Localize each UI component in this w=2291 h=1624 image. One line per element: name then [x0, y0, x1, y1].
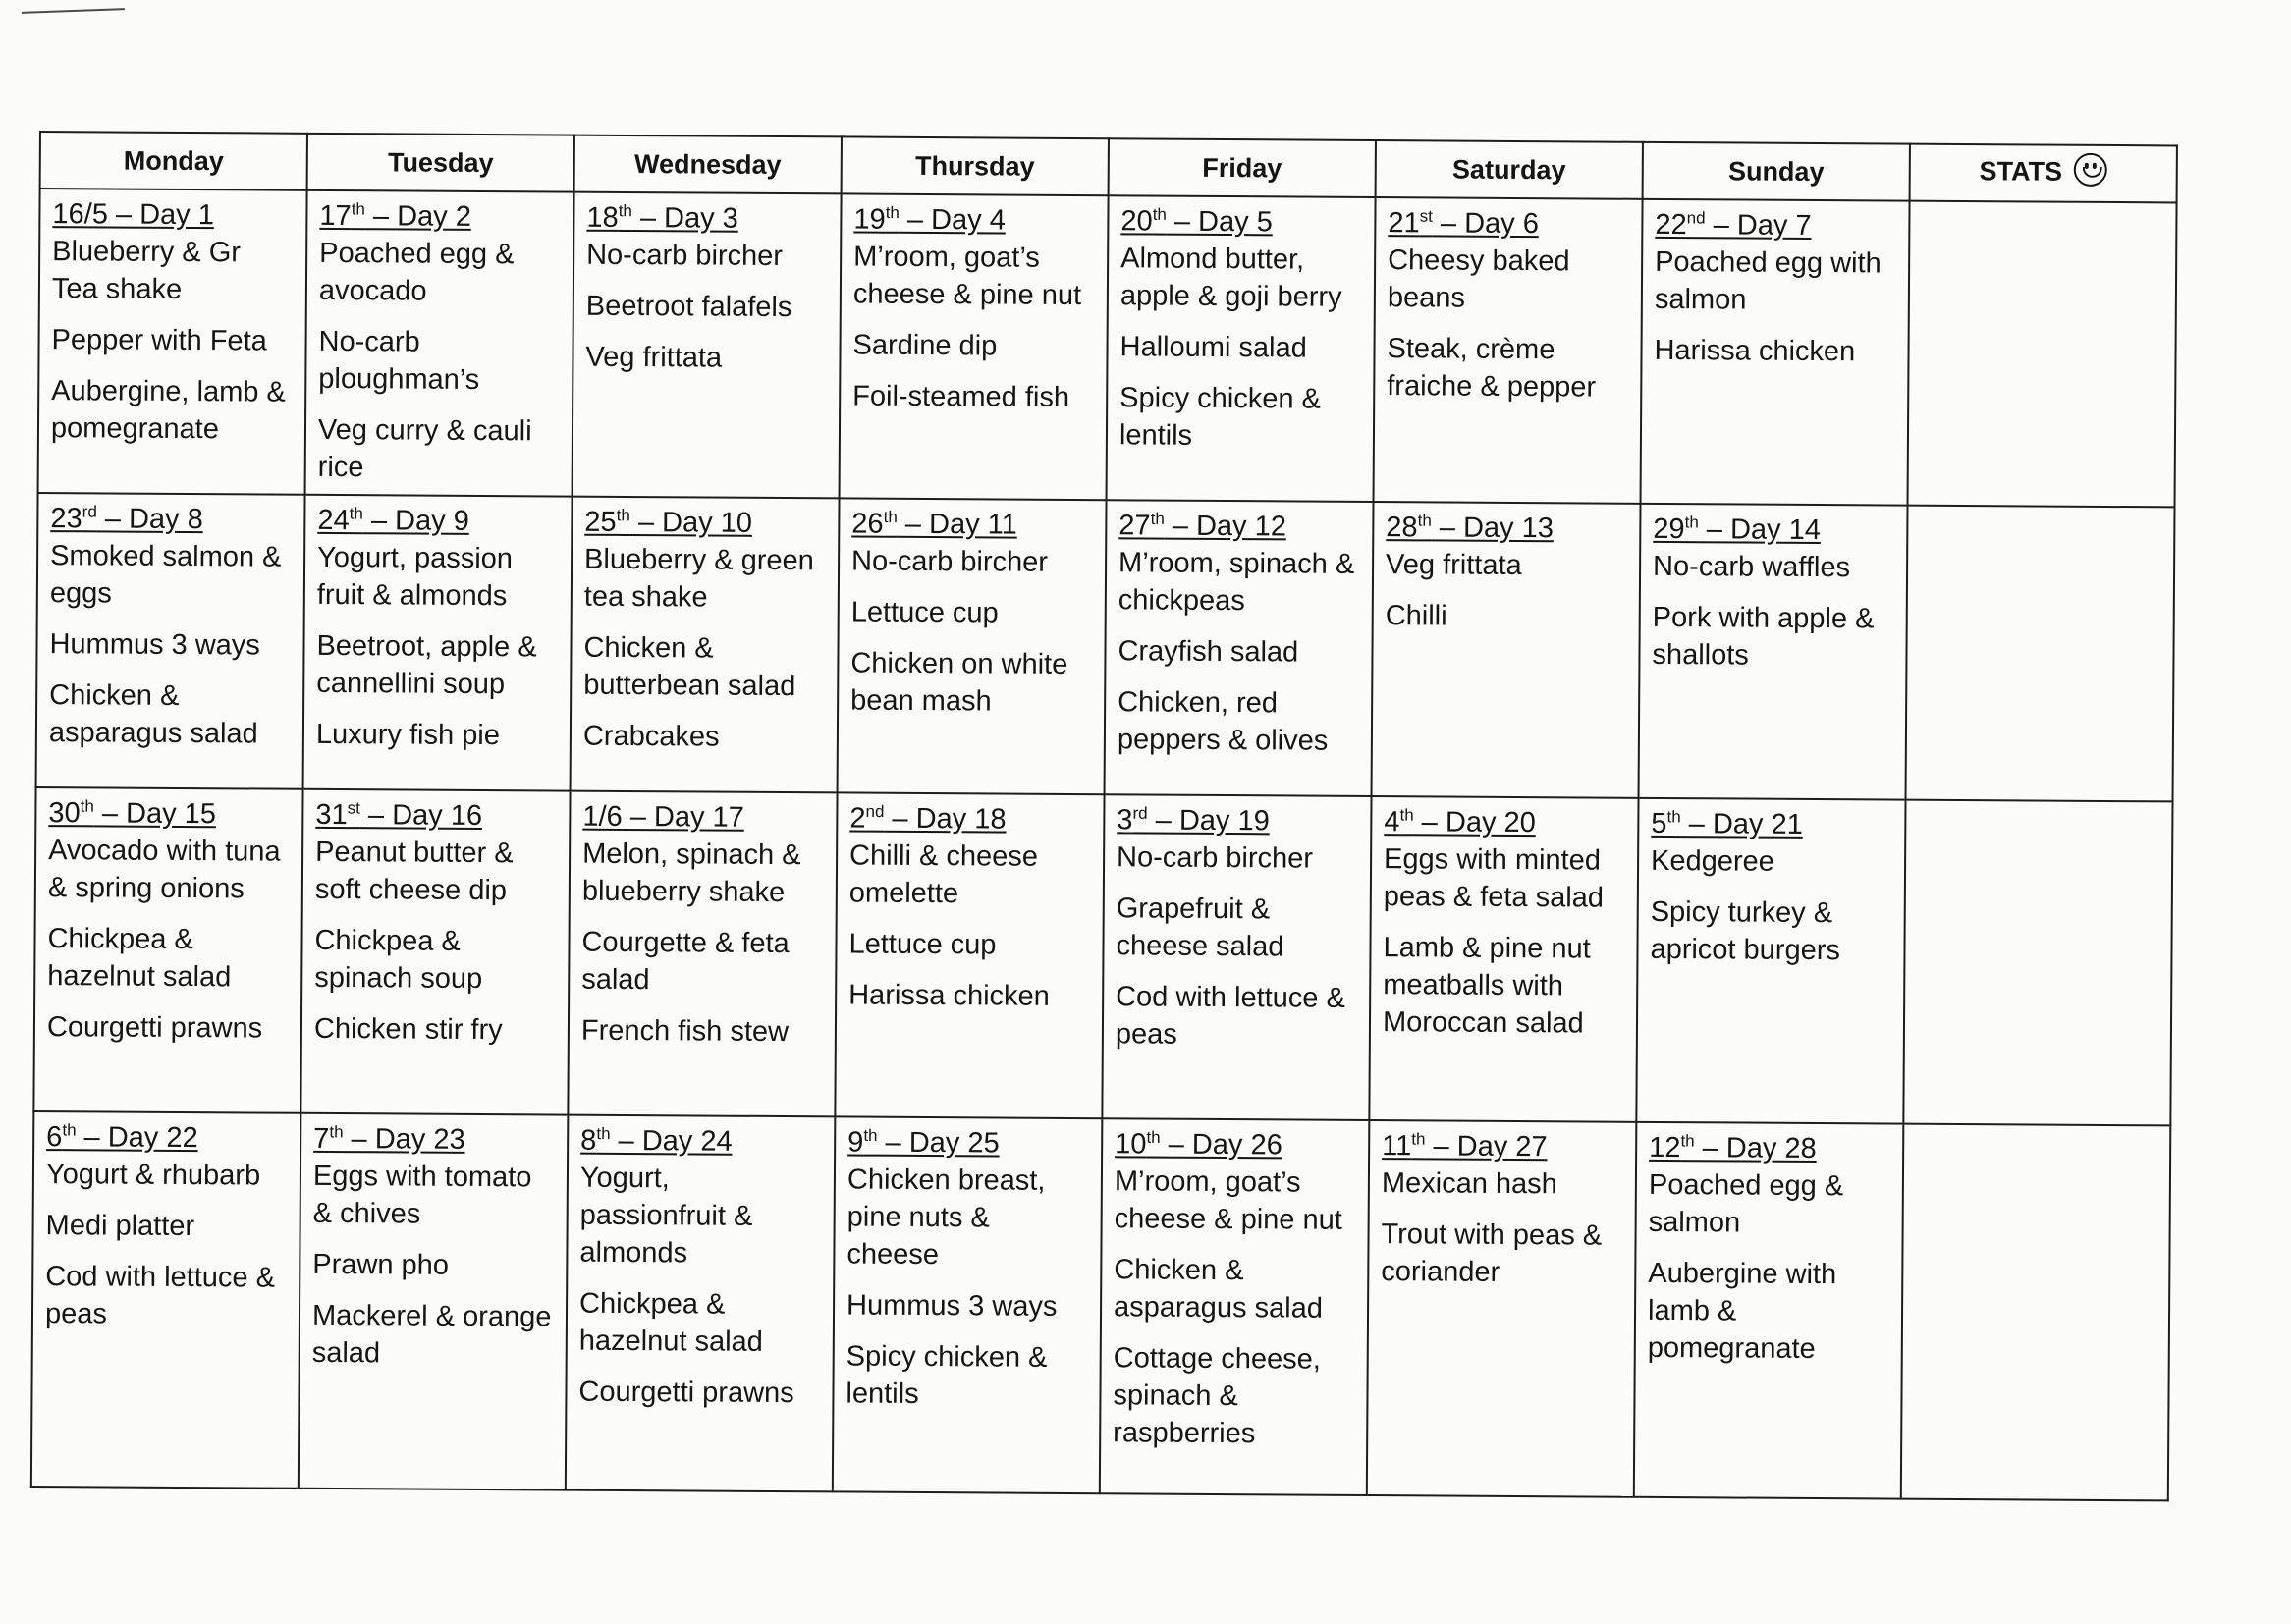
stats-header — [1910, 144, 2177, 203]
meal-item: Harissa chicken — [848, 979, 1050, 1012]
meal-item: Cheesy baked beans — [1387, 244, 1570, 314]
smiley-icon — [2074, 153, 2107, 187]
day-number: – Day 16 — [359, 799, 483, 833]
day-date: 1/6 — [582, 800, 623, 833]
day-cell — [31, 1111, 301, 1489]
meal-item: No-carb bircher — [586, 239, 784, 273]
date-suffix: th — [616, 506, 630, 525]
day-date: 27 — [1118, 510, 1151, 542]
day-date: 21 — [1388, 207, 1420, 240]
meal-item: Pork with apple & shallots — [1652, 601, 1875, 672]
meal-item: Pepper with Feta — [51, 324, 267, 357]
day-cell — [303, 495, 573, 791]
day-date: 7 — [313, 1122, 330, 1155]
week-row — [38, 189, 2177, 507]
day-date: 16/5 — [52, 198, 108, 231]
meal-item: Blueberry & green tea shake — [583, 543, 814, 614]
day-number: – Day 6 — [1432, 207, 1540, 241]
meal-item: Peanut butter & soft cheese dip — [314, 836, 514, 907]
day-heading — [1382, 1127, 1623, 1166]
day-number: – Day 8 — [96, 503, 203, 536]
meal-item: Beetroot falafels — [585, 290, 792, 324]
meal-item: Yogurt, passionfruit & almonds — [579, 1162, 753, 1270]
date-suffix: th — [618, 201, 632, 221]
meal-item: Smoked salmon & eggs — [49, 540, 282, 610]
day-header-monday: Monday — [40, 132, 307, 190]
day-cell — [838, 498, 1107, 794]
day-header-thursday: Thursday — [842, 136, 1109, 195]
stats-cell — [1908, 201, 2177, 508]
day-date: 2 — [849, 802, 866, 835]
day-heading — [1384, 803, 1625, 842]
day-cell — [300, 789, 570, 1115]
day-heading — [1388, 204, 1629, 244]
date-suffix: th — [885, 203, 900, 223]
pen-mark — [22, 8, 125, 18]
day-cell — [840, 193, 1109, 500]
meal-item: Hummus 3 ways — [49, 628, 260, 662]
day-date: 31 — [315, 798, 348, 832]
meal-item: Medi platter — [45, 1210, 195, 1243]
date-suffix: th — [349, 504, 363, 523]
day-number: – Day 13 — [1431, 512, 1555, 545]
day-heading — [847, 1123, 1089, 1163]
meal-item: Poached egg & avocado — [318, 237, 515, 307]
meal-item: Spicy chicken & lentils — [845, 1340, 1048, 1410]
meal-item: No-carb bircher — [851, 545, 1049, 578]
day-cell — [1107, 195, 1376, 502]
day-date: 4 — [1384, 806, 1400, 839]
meal-item: Chicken & butterbean salad — [583, 631, 796, 703]
date-suffix: st — [347, 798, 360, 818]
day-number: – Day 28 — [1694, 1132, 1817, 1165]
meal-item: Almond butter, apple & goji berry — [1119, 243, 1342, 313]
date-suffix: th — [1680, 1131, 1695, 1151]
day-header-wednesday: Wednesday — [574, 135, 842, 194]
meal-item: Chickpea & hazelnut salad — [578, 1287, 763, 1358]
day-number: – Day 10 — [629, 507, 753, 539]
day-number: – Day 9 — [362, 505, 469, 537]
day-heading — [1117, 801, 1358, 840]
date-suffix: rd — [1132, 803, 1148, 823]
day-heading — [1655, 206, 1896, 245]
day-header-sunday: Sunday — [1643, 142, 1910, 201]
date-suffix: th — [1152, 204, 1167, 224]
day-cell — [1639, 504, 1908, 800]
day-heading — [1120, 202, 1362, 242]
meal-item: Steak, crème fraiche & pepper — [1387, 333, 1597, 404]
meal-item: Yogurt & rhubarb — [45, 1159, 261, 1192]
day-heading — [1115, 1125, 1356, 1164]
meal-item: Chilli & cheese omelette — [848, 839, 1039, 910]
stats-cell — [1906, 506, 2175, 802]
day-header-friday: Friday — [1109, 138, 1376, 197]
day-cell — [36, 493, 305, 789]
date-suffix: th — [883, 508, 898, 527]
meal-item: M’room, goat’s cheese & pine nut — [852, 241, 1082, 312]
date-suffix: th — [1684, 513, 1699, 532]
day-date: 23 — [50, 503, 82, 535]
day-number: – Day 15 — [93, 797, 217, 831]
day-date: 24 — [317, 504, 350, 537]
day-cell — [305, 190, 574, 497]
day-heading — [584, 504, 826, 543]
day-heading — [1649, 1129, 1890, 1168]
stats-label: STATS — [1979, 156, 2063, 187]
day-heading — [313, 1120, 555, 1160]
day-heading — [1653, 511, 1894, 550]
day-heading — [851, 505, 1093, 544]
day-date: 11 — [1382, 1130, 1412, 1163]
day-header-tuesday: Tuesday — [307, 134, 574, 192]
meal-item: M’room, goat’s cheese & pine nut — [1114, 1165, 1342, 1236]
meal-item: Chicken & asparagus salad — [48, 679, 258, 750]
day-cell — [1641, 199, 1910, 506]
meal-plan-table — [30, 131, 2178, 1501]
date-suffix: th — [1150, 509, 1165, 528]
day-number: – Day 24 — [610, 1124, 733, 1158]
meal-item: Cod with lettuce & peas — [1115, 981, 1346, 1051]
day-header-saturday: Saturday — [1376, 140, 1643, 199]
day-cell — [1100, 1118, 1370, 1495]
day-cell — [1102, 794, 1371, 1120]
date-suffix: th — [80, 796, 94, 816]
meal-item: Poached egg & salmon — [1648, 1168, 1844, 1239]
meal-item: Mexican hash — [1381, 1167, 1557, 1201]
meal-item: Lamb & pine nut meatballs with Moroccan salad — [1382, 932, 1591, 1040]
week-row — [31, 1111, 2170, 1500]
meal-item: Luxury fish pie — [315, 718, 501, 752]
meal-item: Foil-steamed fish — [852, 380, 1070, 413]
day-cell — [1105, 500, 1374, 796]
date-suffix: th — [351, 199, 365, 219]
day-number: – Day 14 — [1698, 514, 1822, 547]
date-suffix: th — [1399, 805, 1414, 825]
meal-item: Chickpea & hazelnut salad — [47, 923, 232, 994]
day-heading — [1651, 805, 1892, 844]
day-number: – Day 12 — [1164, 510, 1287, 543]
meal-item: Lettuce cup — [850, 596, 999, 629]
day-date: 22 — [1655, 208, 1687, 242]
day-number: – Day 11 — [897, 508, 1017, 541]
meal-item: Aubergine, lamb & pomegranate — [50, 375, 286, 446]
day-cell — [568, 791, 837, 1117]
week-row — [33, 787, 2172, 1125]
day-heading — [1386, 509, 1627, 548]
stats-cell — [1903, 800, 2172, 1126]
day-number: – Day 25 — [877, 1126, 1000, 1160]
meal-item: Harissa chicken — [1654, 334, 1856, 368]
day-cell — [1374, 197, 1643, 504]
date-suffix: th — [1417, 511, 1432, 530]
day-number: – Day 27 — [1425, 1130, 1548, 1164]
meal-item: French fish stew — [580, 1014, 790, 1049]
day-heading — [317, 502, 559, 541]
week-row — [36, 493, 2175, 801]
day-cell — [38, 189, 307, 495]
meal-item: Halloumi salad — [1119, 331, 1307, 364]
day-heading — [52, 195, 294, 235]
meal-item: Eggs with minted peas & feta salad — [1383, 843, 1605, 914]
day-cell — [573, 192, 842, 499]
date-suffix: rd — [82, 502, 97, 521]
day-number: – Day 21 — [1680, 808, 1803, 840]
day-number: – Day 5 — [1166, 205, 1273, 239]
day-heading — [319, 197, 561, 237]
day-number: – Day 2 — [364, 200, 471, 233]
meal-item: Kedgeree — [1650, 844, 1774, 878]
meal-item: Poached egg with salmon — [1654, 245, 1882, 316]
meal-item: Yogurt, passion fruit & almonds — [316, 541, 514, 613]
day-cell — [299, 1113, 569, 1490]
day-number: – Day 22 — [76, 1121, 198, 1155]
day-number: – Day 17 — [622, 800, 744, 834]
date-suffix: nd — [1686, 208, 1706, 228]
day-date: 17 — [319, 199, 352, 233]
meal-item: Cod with lettuce & peas — [44, 1261, 276, 1330]
day-heading — [580, 1122, 822, 1162]
day-heading — [586, 199, 828, 239]
day-number: – Day 4 — [899, 203, 1006, 237]
day-number: – Day 26 — [1160, 1128, 1282, 1162]
meal-item: Spicy turkey & apricot burgers — [1650, 895, 1841, 967]
meal-item: Chickpea & spinach soup — [314, 924, 483, 996]
day-date: 8 — [580, 1124, 597, 1157]
day-number: – Day 1 — [107, 198, 214, 232]
meal-item: Trout with peas & coriander — [1381, 1218, 1603, 1288]
day-cell — [1369, 796, 1638, 1122]
day-date: 30 — [48, 797, 81, 830]
day-heading — [50, 500, 292, 539]
day-cell — [1634, 1122, 1904, 1499]
date-suffix: th — [1411, 1129, 1426, 1149]
meal-item: Sardine dip — [852, 329, 998, 362]
meal-item: Lettuce cup — [848, 928, 997, 961]
day-number: – Day 3 — [631, 202, 738, 235]
date-suffix: th — [1666, 807, 1681, 827]
day-number: – Day 19 — [1147, 804, 1270, 838]
day-date: 20 — [1120, 205, 1153, 238]
meal-item: Chicken breast, pine nuts & cheese — [846, 1164, 1046, 1272]
date-suffix: th — [1146, 1127, 1161, 1147]
meal-item: Courgetti prawns — [46, 1011, 263, 1045]
day-number: – Day 20 — [1413, 806, 1536, 839]
meal-item: Avocado with tuna & spring onions — [47, 835, 281, 905]
meal-item: Grapefruit & cheese salad — [1116, 893, 1284, 963]
day-heading — [315, 796, 557, 836]
day-cell — [1636, 798, 1905, 1124]
meal-item: Chicken, red peppers & olives — [1117, 686, 1329, 757]
meal-item: Chilli — [1385, 600, 1447, 632]
day-heading — [48, 794, 290, 834]
day-date: 3 — [1117, 804, 1133, 837]
meal-item: Crabcakes — [582, 720, 720, 753]
day-cell — [33, 787, 302, 1113]
meal-item: No-carb bircher — [1117, 841, 1314, 875]
day-date: 19 — [853, 203, 886, 236]
day-heading — [849, 799, 1091, 839]
meal-item: Aubergine with lamb & pomegranate — [1647, 1257, 1837, 1366]
date-suffix: nd — [865, 801, 885, 822]
day-date: 26 — [851, 508, 884, 540]
day-number: – Day 18 — [884, 802, 1007, 836]
meal-item: Eggs with tomato & chives — [312, 1160, 532, 1230]
meal-item: Courgette & feta salad — [581, 926, 790, 997]
day-number: – Day 23 — [343, 1123, 465, 1156]
meal-item: Melon, spinach & blueberry shake — [581, 838, 801, 909]
stats-cell — [1901, 1124, 2171, 1501]
meal-item: Veg curry & cauli rice — [317, 413, 532, 484]
day-cell — [1367, 1120, 1637, 1497]
meal-item: Cottage cheese, spinach & raspberries — [1113, 1342, 1322, 1450]
date-suffix: th — [62, 1120, 77, 1140]
day-date: 18 — [586, 201, 619, 234]
date-suffix: th — [596, 1124, 611, 1144]
meal-item: Mackerel & orange salad — [311, 1299, 552, 1370]
meal-item: Beetroot, apple & cannellini soup — [316, 629, 537, 701]
date-suffix: st — [1419, 206, 1434, 226]
meal-item: Chicken stir fry — [313, 1012, 503, 1047]
meal-item: Veg frittata — [1385, 549, 1522, 582]
day-date: 29 — [1653, 513, 1685, 546]
day-number: – Day 7 — [1705, 209, 1812, 242]
day-heading — [582, 798, 824, 838]
day-heading — [1118, 507, 1360, 546]
meal-item: Hummus 3 ways — [845, 1289, 1058, 1323]
day-cell — [1372, 502, 1641, 798]
meal-item: Blueberry & Gr Tea shake — [51, 236, 242, 305]
meal-item: Chicken & asparagus salad — [1113, 1254, 1324, 1325]
day-date: 28 — [1386, 512, 1418, 544]
day-date: 10 — [1115, 1128, 1147, 1161]
day-cell — [571, 497, 840, 793]
day-date: 12 — [1649, 1131, 1681, 1164]
day-date: 25 — [584, 506, 617, 538]
day-date: 6 — [46, 1121, 63, 1154]
day-heading — [46, 1118, 288, 1158]
meal-item: Chicken on white bean mash — [850, 647, 1068, 718]
day-heading — [853, 201, 1095, 241]
meal-item: No-carb waffles — [1652, 550, 1851, 584]
day-date: 5 — [1651, 807, 1667, 840]
meal-item: Spicy chicken & lentils — [1118, 382, 1322, 452]
date-suffix: th — [863, 1125, 878, 1146]
day-cell — [835, 792, 1104, 1118]
day-date: 9 — [847, 1126, 864, 1159]
day-cell — [833, 1116, 1103, 1493]
meal-item: Veg frittata — [585, 341, 723, 374]
meal-item: Courgetti prawns — [578, 1376, 794, 1410]
meal-item: No-carb ploughman’s — [318, 325, 480, 396]
meal-item: Crayfish salad — [1118, 635, 1299, 669]
day-cell — [566, 1115, 836, 1492]
date-suffix: th — [329, 1122, 344, 1142]
meal-item: M’room, spinach & chickpeas — [1118, 547, 1355, 618]
meal-item: Prawn pho — [312, 1248, 450, 1281]
